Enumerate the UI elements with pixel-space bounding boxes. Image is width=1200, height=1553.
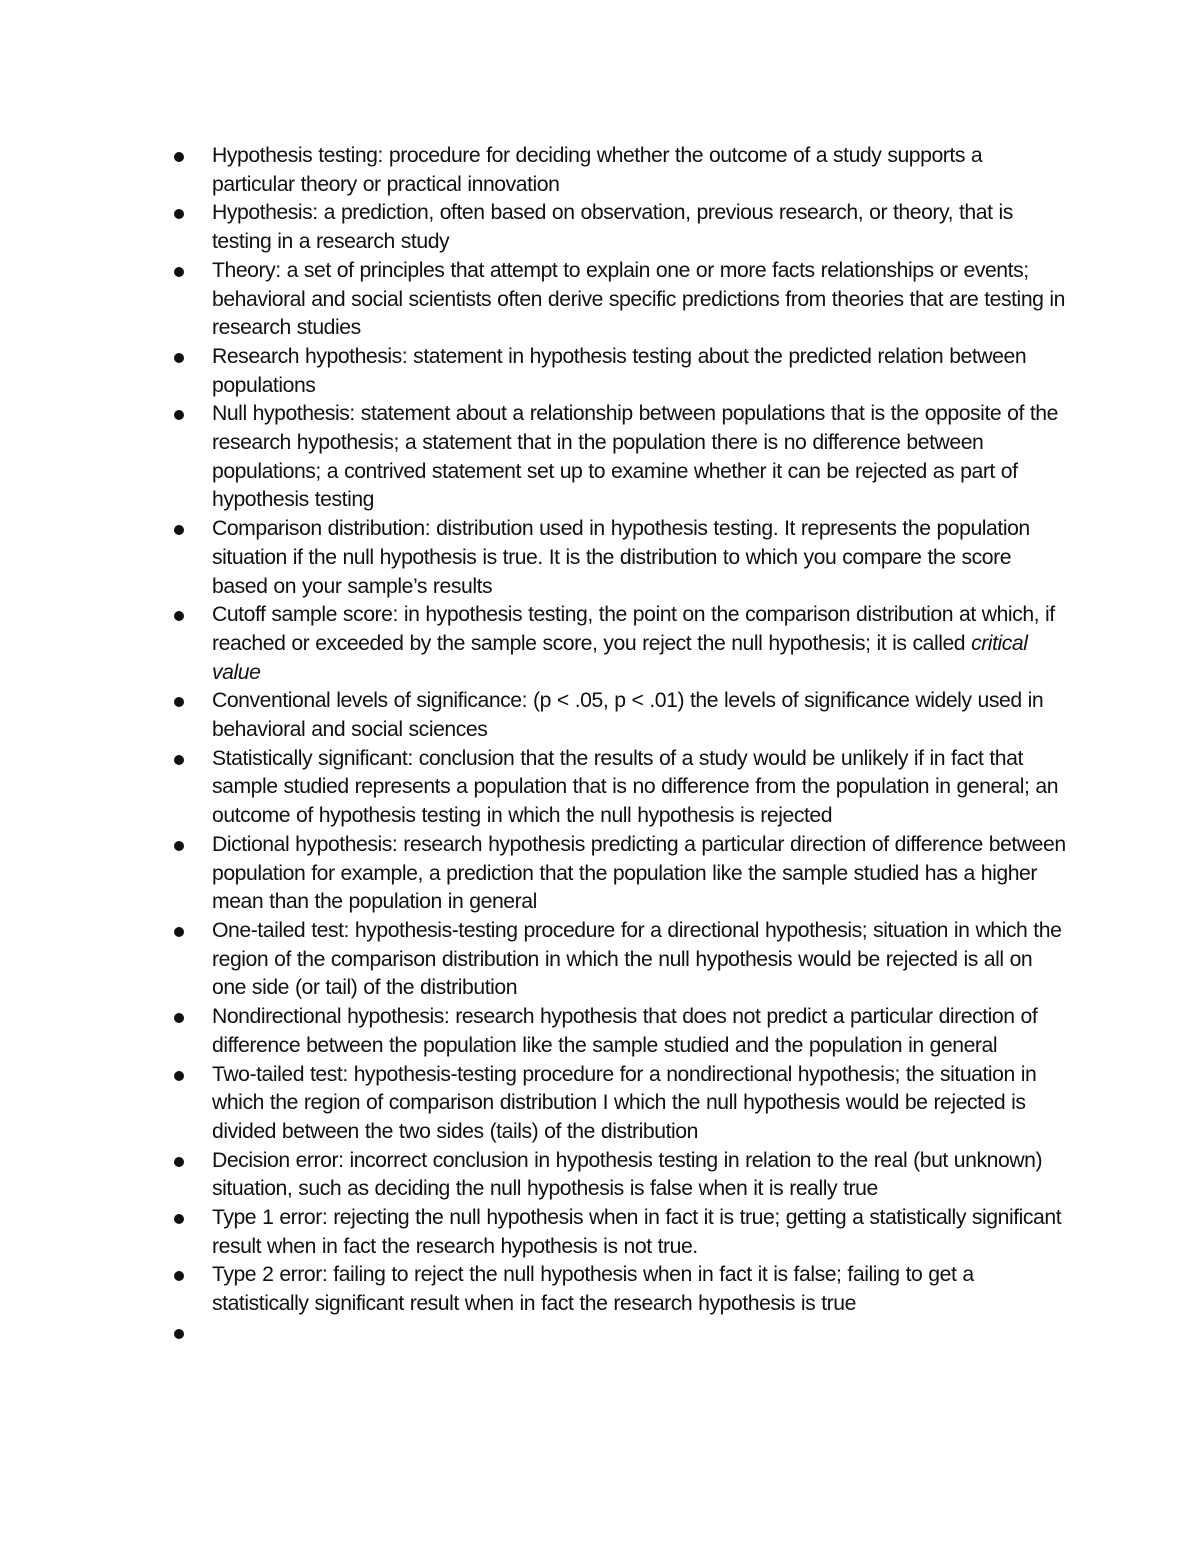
list-item-text: Type 1 error: rejecting the null hypothesis when in fact it is true; getting a statistically significant result when in fact the research hypothesis is not true. [212, 1206, 1062, 1258]
list-item [0, 199, 1200, 256]
bullet-icon [174, 697, 184, 707]
bullet-icon [174, 1214, 184, 1224]
bullet-icon [174, 152, 184, 162]
list-item [0, 515, 1200, 601]
bullet-icon [174, 525, 184, 535]
list-item [0, 343, 1200, 400]
bullet-icon [174, 841, 184, 851]
list-item-text: Theory: a set of principles that attempt to explain one or more facts relationships or events; behavioral and social scientists often derive specific predictions from theories that are testing in research studies [212, 258, 1066, 340]
list-item [0, 687, 1200, 744]
bullet-icon [174, 1271, 184, 1281]
list-item [0, 1061, 1200, 1147]
list-item [0, 1261, 1200, 1318]
list-item-text: Research hypothesis: statement in hypothesis testing about the predicted relation between populations [212, 344, 1027, 397]
list-item [0, 601, 1200, 687]
bullet-icon [174, 1071, 184, 1081]
italic-term: critical value [212, 631, 1028, 684]
bullet-icon [174, 927, 184, 937]
bullet-icon [174, 1157, 184, 1167]
bullet-icon [174, 353, 184, 363]
list-item [0, 257, 1200, 343]
list-item-text: Two-tailed test: hypothesis-testing procedure for a nondirectional hypothesis; the situation in which the region of comparison distribution I which the null hypothesis would be rejected is divided between the two sides (tails) of the distribution [212, 1062, 1037, 1143]
list-item-empty [0, 1319, 1200, 1348]
definition-list [0, 142, 1200, 1348]
list-item-text: Hypothesis testing: procedure for deciding whether the outcome of a study supports a particular theory or practical innovation [212, 144, 983, 196]
list-item-text [212, 603, 1055, 683]
bullet-icon [174, 1013, 184, 1023]
list-item [0, 1204, 1200, 1261]
bullet-icon [174, 209, 184, 219]
bullet-icon [174, 267, 184, 277]
bullet-icon [174, 755, 184, 765]
bullet-icon [174, 1329, 184, 1339]
bullet-icon [174, 611, 184, 621]
list-item [0, 745, 1200, 831]
list-item-text: Type 2 error: failing to reject the null hypothesis when in fact it is false; failing to get a statistically significant result when in fact the research hypothesis is true [212, 1263, 974, 1316]
list-item-text: Comparison distribution: distribution used in hypothesis testing. It represents the population situation if the null hypothesis is true. It is the distribution to which you compare the score based on your sample’s results [212, 517, 1030, 598]
list-item-text: Statistically significant: conclusion that the results of a study would be unlikely if in fact that sample studied represents a population that is no difference from the population in general; an outcome of hypothesis testing in which the null hypothesis is rejected [212, 746, 1059, 828]
list-item-text-plain: Cutoff sample score: in hypothesis testing, the point on the comparison distribution at which, if reached or exceeded by the sample score, you reject the null hypothesis; it is called [212, 603, 1055, 655]
list-item-text: Nondirectional hypothesis: research hypothesis that does not predict a particular direction of difference between the population like the sample studied and the population in general [212, 1005, 1038, 1057]
list-item-text: Dictional hypothesis: research hypothesis predicting a particular direction of difference between population for example, a prediction that the population like the sample studied has a higher mean than the population in general [212, 832, 1066, 914]
bullet-icon [174, 410, 184, 420]
list-item [0, 400, 1200, 515]
list-item [0, 917, 1200, 1003]
list-item [0, 142, 1200, 199]
list-item-text: Decision error: incorrect conclusion in hypothesis testing in relation to the real (but unknown) situation, such as deciding the null hypothesis is false when it is really true [212, 1148, 1043, 1201]
list-item-text: Conventional levels of significance: (p < .05, p < .01) the levels of significance widely used in behavioral and social sciences [212, 689, 1044, 742]
list-item [0, 1003, 1200, 1060]
list-item-text: One-tailed test: hypothesis-testing procedure for a directional hypothesis; situation in which the region of the comparison distribution in which the null hypothesis would be rejected is all on one side (or tail) of the distribution [212, 918, 1062, 1000]
list-item-text: Null hypothesis: statement about a relationship between populations that is the opposite of the research hypothesis; a statement that in the population there is no difference between populations; a contrived statement set up to examine whether it can be rejected as part of hypothesis testing [212, 402, 1058, 512]
list-item-text: Hypothesis: a prediction, often based on observation, previous research, or theory, that is testing in a research study [212, 201, 1013, 254]
list-item [0, 831, 1200, 917]
list-item [0, 1147, 1200, 1204]
